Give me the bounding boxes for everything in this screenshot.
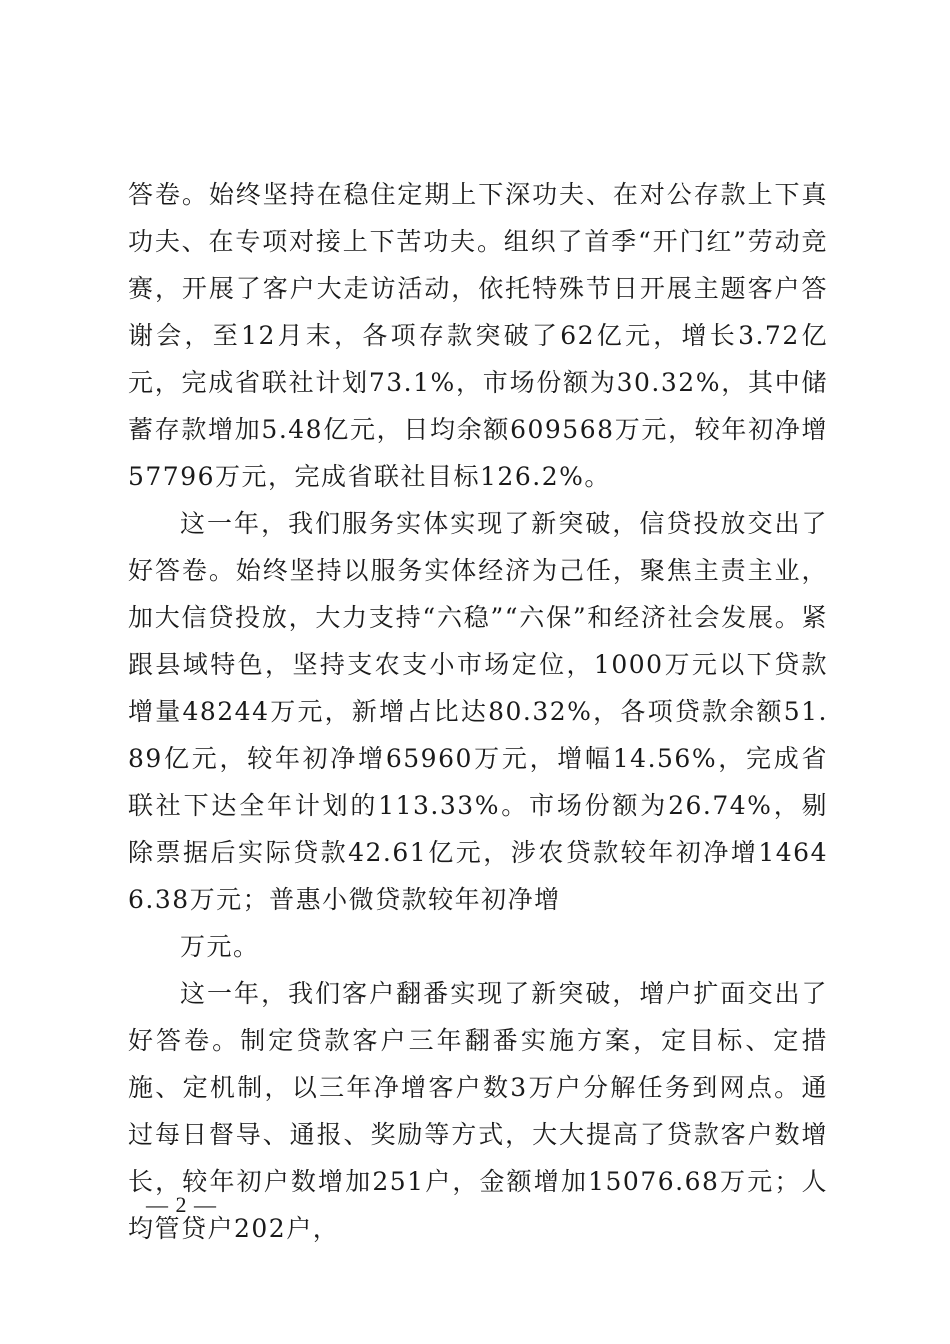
- paragraph-credit-tail: 万元。: [180, 932, 260, 961]
- paragraph-customers: 这一年，我们客户翻番实现了新突破，增户扩面交出了好答卷。制定贷款客户三年翻番实施方案，定目标、定措施、定机制，以三年净增客户数3万户分解任务到网点。通过每日督导、通报、奖励等方式，大大提高了贷款客户数增长，较年初户数增加251户，金额增加15076.68万元；人均管贷户202户，: [128, 979, 828, 1243]
- body-text: [128, 171, 828, 1252]
- page-number: — 2 —: [146, 1192, 217, 1217]
- paragraph-credit: 这一年，我们服务实体实现了新突破，信贷投放交出了好答卷。始终坚持以服务实体经济为己任，聚焦主责主业，加大信贷投放，大力支持“六稳”“六保”和经济社会发展。紧跟县域特色，坚持支农支小市场定位，1000万元以下贷款增量48244万元，新增占比达80.32%，各项贷款余额51.89亿元，较年初净增65960万元，增幅14.56%，完成省联社下达全年计划的113.33%。市场份额为26.74%，剔除票据后实际贷款42.61亿元，涉农贷款较年初净增14646.38万元；普惠小微贷款较年初净增: [128, 509, 828, 914]
- paragraph-deposits: 答卷。始终坚持在稳住定期上下深功夫、在对公存款上下真功夫、在专项对接上下苦功夫。组织了首季“开门红”劳动竞赛，开展了客户大走访活动，依托特殊节日开展主题客户答谢会，至12月末，各项存款突破了62亿元，增长3.72亿元，完成省联社计划73.1%，市场份额为30.32%，其中储蓄存款增加5.48亿元，日均余额609568万元，较年初净增57796万元，完成省联社目标126.2%。: [128, 180, 828, 491]
